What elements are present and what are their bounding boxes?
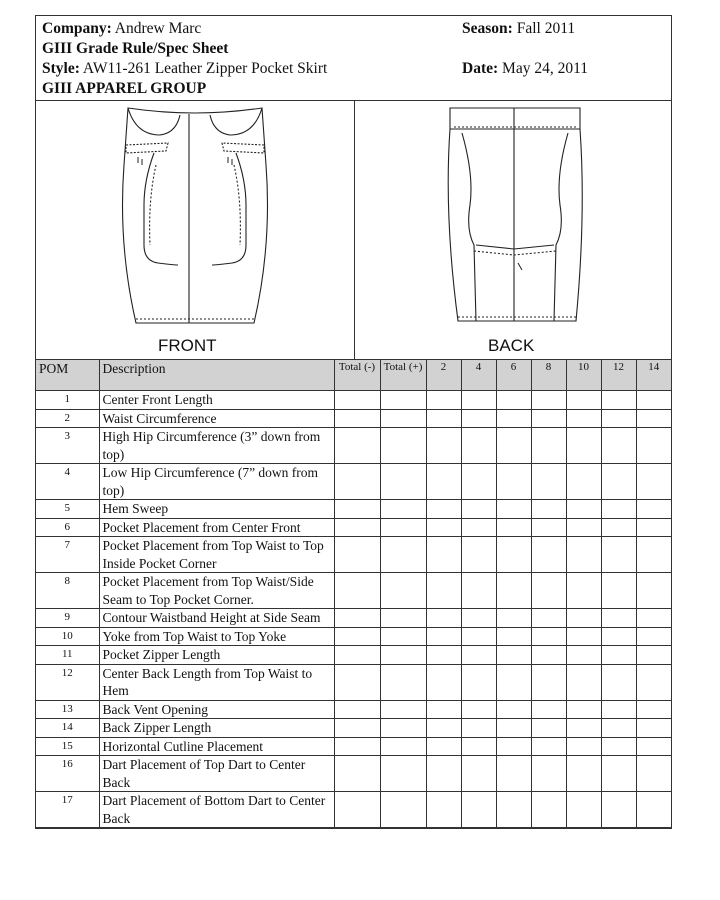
pom-description: Pocket Placement from Center Front bbox=[99, 518, 334, 537]
season-line: Season: Fall 2011 bbox=[462, 20, 576, 37]
measurement-cell bbox=[496, 391, 531, 410]
pom-number: 10 bbox=[36, 627, 99, 646]
measurement-cell bbox=[531, 627, 566, 646]
pom-description: Yoke from Top Waist to Top Yoke bbox=[99, 627, 334, 646]
measurement-cell bbox=[496, 518, 531, 537]
pom-number: 5 bbox=[36, 500, 99, 519]
pom-number: 2 bbox=[36, 409, 99, 428]
measurement-cell bbox=[334, 609, 380, 628]
pom-number: 16 bbox=[36, 756, 99, 792]
table-row bbox=[36, 500, 671, 519]
measurement-cell bbox=[461, 664, 496, 700]
table-row bbox=[36, 627, 671, 646]
measurement-cell bbox=[531, 464, 566, 500]
table-row bbox=[36, 609, 671, 628]
pom-number: 13 bbox=[36, 700, 99, 719]
measurement-cell bbox=[496, 664, 531, 700]
measurement-cell bbox=[496, 756, 531, 792]
pom-number: 11 bbox=[36, 646, 99, 665]
measurement-cell bbox=[496, 792, 531, 828]
sketch-divider bbox=[354, 101, 355, 359]
col-size-header: 12 bbox=[601, 360, 636, 391]
measurement-cell bbox=[426, 646, 461, 665]
measurement-cell bbox=[334, 500, 380, 519]
measurement-cell bbox=[566, 428, 601, 464]
measurement-cell bbox=[601, 464, 636, 500]
season-value: Fall 2011 bbox=[516, 20, 576, 37]
measurement-cell bbox=[636, 737, 671, 756]
header-left bbox=[42, 19, 327, 99]
measurement-cell bbox=[531, 428, 566, 464]
measurement-cell bbox=[426, 756, 461, 792]
measurement-cell bbox=[531, 646, 566, 665]
measurement-cell bbox=[334, 664, 380, 700]
measurement-cell bbox=[461, 609, 496, 628]
measurement-cell bbox=[566, 756, 601, 792]
measurement-cell bbox=[426, 409, 461, 428]
pom-description: Dart Placement of Top Dart to Center Back bbox=[99, 756, 334, 792]
measurement-cell bbox=[334, 537, 380, 573]
measurement-cell bbox=[496, 409, 531, 428]
back-skirt-sketch bbox=[444, 105, 586, 327]
sheet-title: GIII Grade Rule/Spec Sheet bbox=[42, 40, 229, 57]
measurement-cell bbox=[531, 700, 566, 719]
measurement-cell bbox=[461, 719, 496, 738]
measurement-cell bbox=[426, 573, 461, 609]
measurement-cell bbox=[566, 627, 601, 646]
measurement-cell bbox=[566, 464, 601, 500]
measurement-cell bbox=[601, 756, 636, 792]
measurement-cell bbox=[380, 719, 426, 738]
measurement-cell bbox=[531, 737, 566, 756]
sheet-header bbox=[36, 16, 671, 101]
table-row bbox=[36, 537, 671, 573]
measurement-cell bbox=[461, 464, 496, 500]
measurement-cell bbox=[334, 573, 380, 609]
measurement-cell bbox=[334, 719, 380, 738]
measurement-cell bbox=[461, 756, 496, 792]
measurement-cell bbox=[380, 627, 426, 646]
measurement-cell bbox=[566, 391, 601, 410]
measurement-cell bbox=[426, 737, 461, 756]
measurement-cell bbox=[461, 737, 496, 756]
measurement-cell bbox=[426, 391, 461, 410]
measurement-cell bbox=[566, 409, 601, 428]
measurement-cell bbox=[601, 719, 636, 738]
pom-description: Dart Placement of Bottom Dart to Center Back bbox=[99, 792, 334, 828]
table-row bbox=[36, 737, 671, 756]
pom-description: High Hip Circumference (3” down from top) bbox=[99, 428, 334, 464]
measurement-cell bbox=[380, 409, 426, 428]
measurement-cell bbox=[461, 627, 496, 646]
measurement-cell bbox=[636, 464, 671, 500]
measurement-cell bbox=[334, 737, 380, 756]
col-size-header: 10 bbox=[566, 360, 601, 391]
measurement-cell bbox=[496, 737, 531, 756]
measurement-cell bbox=[334, 756, 380, 792]
measurement-cell bbox=[636, 719, 671, 738]
table-row bbox=[36, 573, 671, 609]
measurement-cell bbox=[531, 500, 566, 519]
measurement-cell bbox=[566, 792, 601, 828]
measurement-cell bbox=[380, 792, 426, 828]
measurement-cell bbox=[601, 737, 636, 756]
measurement-cell bbox=[566, 737, 601, 756]
measurement-cell bbox=[636, 609, 671, 628]
table-row bbox=[36, 428, 671, 464]
col-size-header: 2 bbox=[426, 360, 461, 391]
table-header-row bbox=[36, 360, 671, 391]
measurement-cell bbox=[566, 537, 601, 573]
measurement-cell bbox=[380, 664, 426, 700]
measurement-cell bbox=[461, 428, 496, 464]
col-size-header: 6 bbox=[496, 360, 531, 391]
col-size-header: 8 bbox=[531, 360, 566, 391]
measurement-cell bbox=[334, 792, 380, 828]
front-label: FRONT bbox=[158, 336, 217, 355]
measurement-cell bbox=[636, 518, 671, 537]
measurement-cell bbox=[601, 500, 636, 519]
measurement-cell bbox=[380, 464, 426, 500]
measurement-cell bbox=[334, 409, 380, 428]
measurement-cell bbox=[380, 537, 426, 573]
measurement-cell bbox=[496, 719, 531, 738]
measurement-cell bbox=[566, 573, 601, 609]
table-row bbox=[36, 756, 671, 792]
pom-number: 8 bbox=[36, 573, 99, 609]
measurement-cell bbox=[380, 500, 426, 519]
company-value: Andrew Marc bbox=[114, 20, 202, 37]
pom-number: 3 bbox=[36, 428, 99, 464]
measurement-cell bbox=[496, 464, 531, 500]
pom-number: 4 bbox=[36, 464, 99, 500]
date-line: Date: May 24, 2011 bbox=[462, 60, 588, 77]
col-total-minus-header: Total (-) bbox=[334, 360, 380, 391]
measurement-cell bbox=[601, 409, 636, 428]
pom-number: 9 bbox=[36, 609, 99, 628]
front-skirt-sketch bbox=[116, 105, 274, 327]
measurement-cell bbox=[531, 537, 566, 573]
measurement-cell bbox=[601, 391, 636, 410]
measurement-cell bbox=[601, 700, 636, 719]
measurement-cell bbox=[461, 391, 496, 410]
measurement-cell bbox=[334, 464, 380, 500]
measurement-cell bbox=[636, 573, 671, 609]
company-line: Company: Andrew Marc bbox=[42, 20, 202, 37]
measurement-cell bbox=[566, 518, 601, 537]
measurement-cell bbox=[496, 700, 531, 719]
measurement-cell bbox=[636, 537, 671, 573]
measurement-cell bbox=[531, 409, 566, 428]
measurement-cell bbox=[380, 646, 426, 665]
measurement-cell bbox=[636, 756, 671, 792]
spec-table-body bbox=[36, 391, 671, 828]
measurement-cell bbox=[601, 664, 636, 700]
measurement-cell bbox=[461, 646, 496, 665]
measurement-cell bbox=[426, 792, 461, 828]
measurement-cell bbox=[380, 428, 426, 464]
measurement-cell bbox=[636, 409, 671, 428]
measurement-cell bbox=[636, 627, 671, 646]
measurement-cell bbox=[531, 792, 566, 828]
pom-description: Pocket Zipper Length bbox=[99, 646, 334, 665]
measurement-cell bbox=[426, 518, 461, 537]
col-size-header: 4 bbox=[461, 360, 496, 391]
col-size-header: 14 bbox=[636, 360, 671, 391]
measurement-cell bbox=[601, 573, 636, 609]
measurement-cell bbox=[496, 500, 531, 519]
measurement-cell bbox=[601, 518, 636, 537]
measurement-cell bbox=[334, 518, 380, 537]
pom-description: Low Hip Circumference (7” down from top) bbox=[99, 464, 334, 500]
measurement-cell bbox=[426, 464, 461, 500]
style-line: Style: AW11-261 Leather Zipper Pocket Skirt bbox=[42, 60, 328, 77]
measurement-cell bbox=[380, 609, 426, 628]
measurement-cell bbox=[380, 573, 426, 609]
measurement-cell bbox=[636, 500, 671, 519]
measurement-cell bbox=[380, 737, 426, 756]
measurement-cell bbox=[531, 756, 566, 792]
measurement-cell bbox=[601, 537, 636, 573]
measurement-cell bbox=[426, 700, 461, 719]
spec-sheet bbox=[35, 15, 672, 829]
sketch-panel bbox=[36, 101, 671, 360]
measurement-cell bbox=[601, 428, 636, 464]
measurement-cell bbox=[461, 700, 496, 719]
pom-number: 15 bbox=[36, 737, 99, 756]
measurement-cell bbox=[334, 627, 380, 646]
table-row bbox=[36, 409, 671, 428]
pom-number: 14 bbox=[36, 719, 99, 738]
table-row bbox=[36, 518, 671, 537]
measurement-cell bbox=[636, 792, 671, 828]
measurement-cell bbox=[601, 646, 636, 665]
pom-number: 6 bbox=[36, 518, 99, 537]
measurement-cell bbox=[531, 609, 566, 628]
measurement-cell bbox=[461, 792, 496, 828]
col-description-header: Description bbox=[99, 360, 334, 391]
spec-table bbox=[36, 360, 671, 828]
measurement-cell bbox=[334, 646, 380, 665]
style-value: AW11-261 Leather Zipper Pocket Skirt bbox=[82, 60, 328, 77]
table-row bbox=[36, 719, 671, 738]
pom-number: 7 bbox=[36, 537, 99, 573]
table-row bbox=[36, 391, 671, 410]
measurement-cell bbox=[496, 646, 531, 665]
measurement-cell bbox=[566, 664, 601, 700]
measurement-cell bbox=[566, 609, 601, 628]
date-value: May 24, 2011 bbox=[502, 60, 588, 77]
measurement-cell bbox=[566, 719, 601, 738]
measurement-cell bbox=[636, 391, 671, 410]
measurement-cell bbox=[426, 719, 461, 738]
pom-description: Center Back Length from Top Waist to Hem bbox=[99, 664, 334, 700]
pom-description: Back Vent Opening bbox=[99, 700, 334, 719]
pom-number: 17 bbox=[36, 792, 99, 828]
col-total-plus-header: Total (+) bbox=[380, 360, 426, 391]
measurement-cell bbox=[496, 627, 531, 646]
measurement-cell bbox=[496, 537, 531, 573]
pom-description: Pocket Placement from Top Waist to Top Inside Pocket Corner bbox=[99, 537, 334, 573]
back-label: BACK bbox=[488, 336, 535, 355]
measurement-cell bbox=[531, 664, 566, 700]
measurement-cell bbox=[461, 500, 496, 519]
measurement-cell bbox=[461, 537, 496, 573]
table-row bbox=[36, 646, 671, 665]
measurement-cell bbox=[426, 428, 461, 464]
measurement-cell bbox=[531, 573, 566, 609]
measurement-cell bbox=[531, 391, 566, 410]
measurement-cell bbox=[496, 428, 531, 464]
table-row bbox=[36, 700, 671, 719]
measurement-cell bbox=[380, 391, 426, 410]
measurement-cell bbox=[461, 409, 496, 428]
col-pom-header: POM bbox=[36, 360, 99, 391]
pom-description: Pocket Placement from Top Waist/Side Seam to Top Pocket Corner. bbox=[99, 573, 334, 609]
pom-description: Contour Waistband Height at Side Seam bbox=[99, 609, 334, 628]
measurement-cell bbox=[334, 391, 380, 410]
pom-description: Horizontal Cutline Placement bbox=[99, 737, 334, 756]
measurement-cell bbox=[380, 518, 426, 537]
measurement-cell bbox=[636, 700, 671, 719]
measurement-cell bbox=[636, 664, 671, 700]
measurement-cell bbox=[334, 428, 380, 464]
measurement-cell bbox=[566, 700, 601, 719]
table-row bbox=[36, 664, 671, 700]
measurement-cell bbox=[496, 573, 531, 609]
pom-description: Center Front Length bbox=[99, 391, 334, 410]
group-name: GIII APPAREL GROUP bbox=[42, 80, 207, 97]
measurement-cell bbox=[496, 609, 531, 628]
measurement-cell bbox=[601, 627, 636, 646]
pom-description: Back Zipper Length bbox=[99, 719, 334, 738]
measurement-cell bbox=[636, 646, 671, 665]
pom-number: 1 bbox=[36, 391, 99, 410]
measurement-cell bbox=[531, 518, 566, 537]
measurement-cell bbox=[426, 537, 461, 573]
measurement-cell bbox=[531, 719, 566, 738]
measurement-cell bbox=[426, 627, 461, 646]
measurement-cell bbox=[380, 700, 426, 719]
measurement-cell bbox=[461, 518, 496, 537]
pom-number: 12 bbox=[36, 664, 99, 700]
measurement-cell bbox=[636, 428, 671, 464]
header-right bbox=[462, 19, 588, 79]
measurement-cell bbox=[601, 609, 636, 628]
measurement-cell bbox=[426, 609, 461, 628]
measurement-cell bbox=[426, 500, 461, 519]
pom-description: Waist Circumference bbox=[99, 409, 334, 428]
measurement-cell bbox=[461, 573, 496, 609]
measurement-cell bbox=[601, 792, 636, 828]
measurement-cell bbox=[426, 664, 461, 700]
table-row bbox=[36, 464, 671, 500]
table-row bbox=[36, 792, 671, 828]
pom-description: Hem Sweep bbox=[99, 500, 334, 519]
measurement-cell bbox=[566, 646, 601, 665]
measurement-cell bbox=[566, 500, 601, 519]
measurement-cell bbox=[334, 700, 380, 719]
measurement-cell bbox=[380, 756, 426, 792]
